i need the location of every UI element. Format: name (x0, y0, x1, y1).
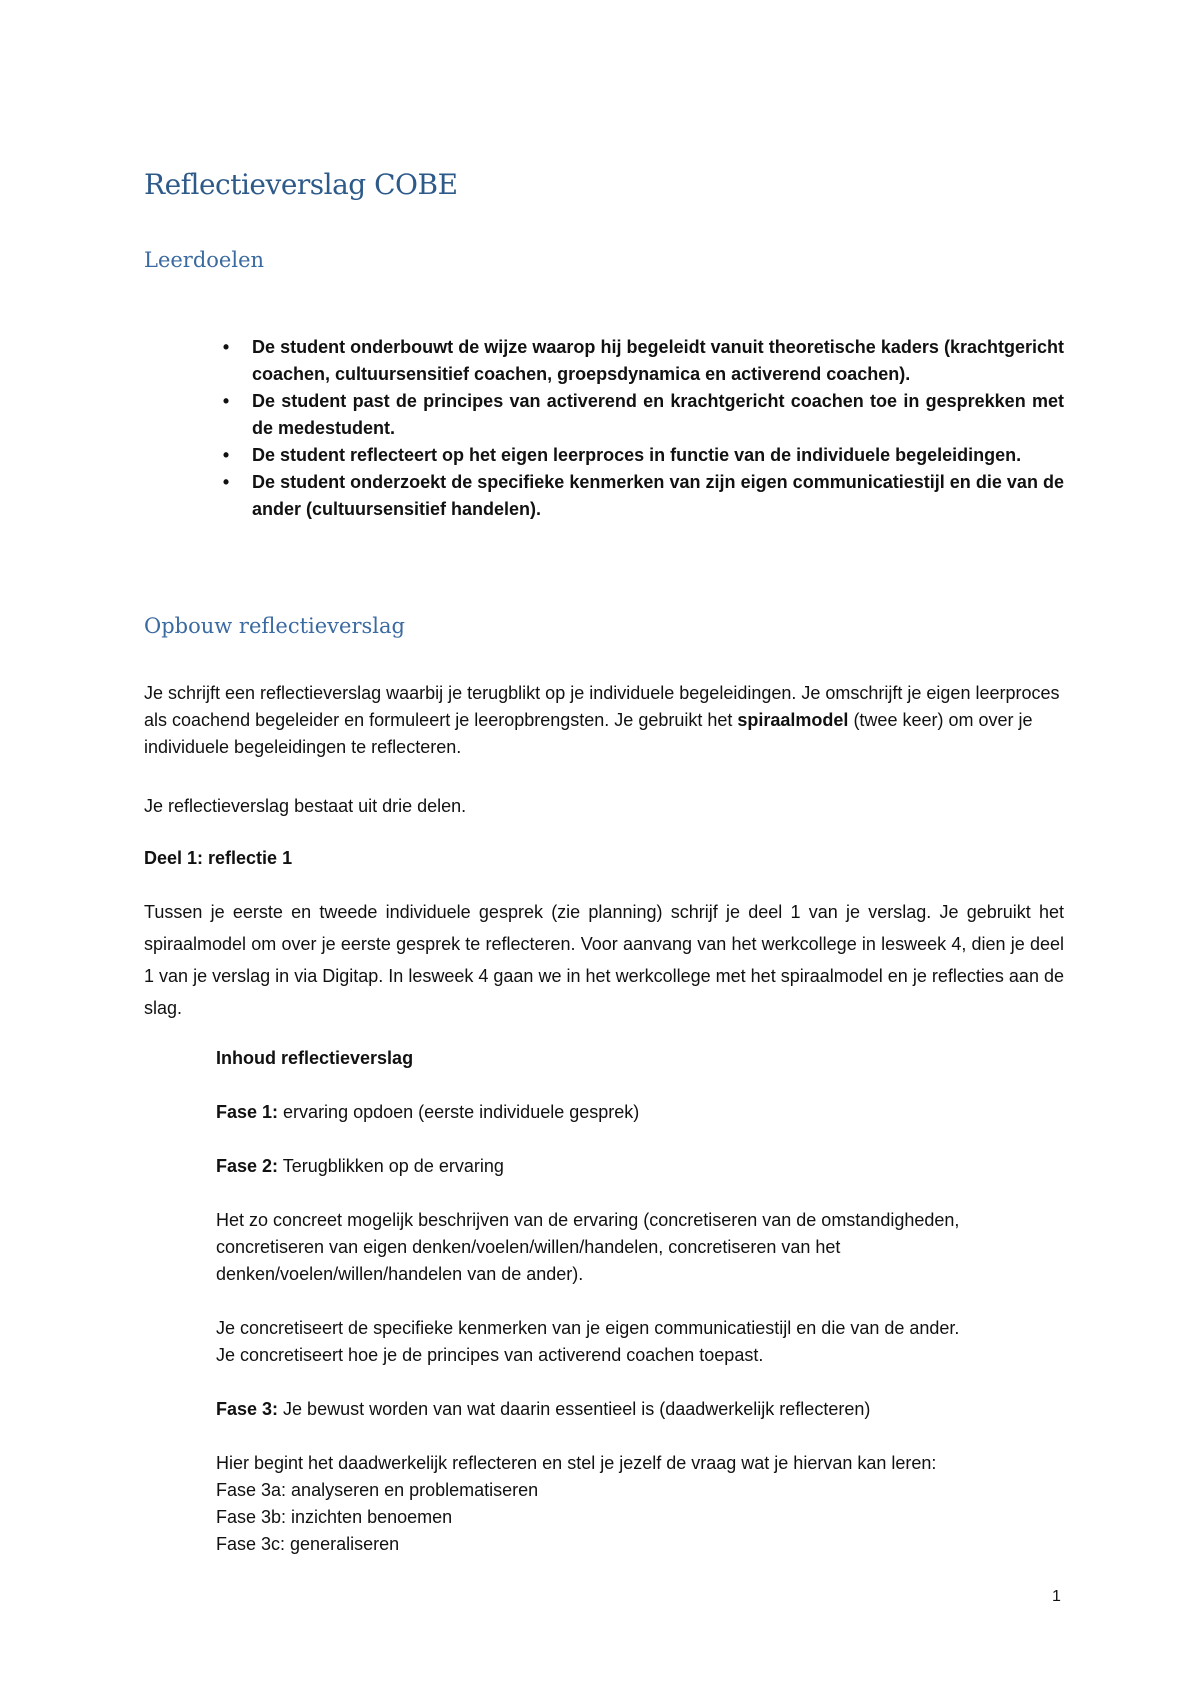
bullet-icon: • (222, 445, 230, 465)
intro-text-part2: (twee keer) om over je individuele begeleidingen te reflecteren. (144, 710, 1033, 757)
list-item (216, 388, 1064, 442)
list-item (216, 334, 1064, 388)
deel1-paragraph: Tussen je eerste en tweede individuele gesprek (zie planning) schrijf je deel 1 van je verslag. Je gebruikt het spiraalmodel om over je eerste gesprek te reflecteren. Voor aanvang van het werkcollege in lesweek 4, dien je deel 1 van je verslag in via Digitap. In lesweek 4 gaan we in het werkcollege met het spiraalmodel en je reflecties aan de slag. (144, 902, 1064, 1018)
fase3-sub-item: Fase 3c: generaliseren (216, 1534, 400, 1554)
bullet-icon: • (222, 472, 230, 492)
fase2-label: Fase 2: (216, 1156, 279, 1176)
parts-sentence: Je reflectieverslag bestaat uit drie delen. (144, 796, 467, 816)
deel1-title: Deel 1: reflectie 1 (144, 848, 293, 868)
inhoud-title: Inhoud reflectieverslag (216, 1048, 414, 1068)
fase1-label: Fase 1: (216, 1102, 279, 1122)
fase2-desc2-line2: Je concretiseert hoe je de principes van activerend coachen toepast. (216, 1345, 764, 1365)
list-item (216, 442, 1064, 469)
bullet-icon: • (222, 391, 230, 411)
fase1-line (216, 1099, 1064, 1126)
fase2-line (216, 1153, 1064, 1180)
learning-goals-list (216, 334, 1064, 523)
list-item (216, 469, 1064, 523)
fase3-label: Fase 3: (216, 1399, 279, 1419)
fase3-intro: Hier begint het daadwerkelijk reflecteren en stel je jezelf de vraag wat je hiervan kan leren: (216, 1453, 937, 1473)
fase2-description-2 (216, 1315, 1064, 1369)
section-heading-leerdoelen: Leerdoelen (144, 248, 265, 272)
document-title: Reflectieverslag COBE (144, 168, 458, 201)
fase2-desc2-line1: Je concretiseert de specifieke kenmerken van je eigen communicatiestijl en die van de ander. (216, 1318, 960, 1338)
page-number: 1 (1052, 1588, 1061, 1605)
goal-text: De student reflecteert op het eigen leerproces in functie van de individuele begeleidingen. (252, 445, 1022, 465)
goal-text: De student onderbouwt de wijze waarop hij begeleidt vanuit theoretische kaders (krachtgericht coachen, cultuursensitief coachen, groepsdynamica en activerend coachen). (252, 337, 1064, 384)
fase3-block (216, 1450, 1064, 1558)
intro-text-part1: Je schrijft een reflectieverslag waarbij je terugblikt op je individuele begeleidingen. Je omschrijft je eigen leerproces als coachend begeleider en formuleert je leeropbrengsten. Je gebruikt het (144, 683, 1060, 730)
fase3-line (216, 1396, 1064, 1423)
fase3-text: Je bewust worden van wat daarin essentieel is (daadwerkelijk reflecteren) (278, 1399, 871, 1419)
fase2-description: Het zo concreet mogelijk beschrijven van de ervaring (concretiseren van de omstandigheden, concretiseren van eigen denken/voelen/willen/handelen, concretiseren van het denken/voelen/willen/handelen van de ander). (216, 1210, 960, 1284)
goal-text: De student past de principes van activerend en krachtgericht coachen toe in gesprekken met de medestudent. (252, 391, 1064, 438)
intro-paragraph (144, 680, 1064, 761)
fase2-text: Terugblikken op de ervaring (278, 1156, 504, 1176)
fase3-sub-item: Fase 3a: analyseren en problematiseren (216, 1480, 539, 1500)
goal-text: De student onderzoekt de specifieke kenmerken van zijn eigen communicatiestijl en die van de ander (cultuursensitief handelen). (252, 472, 1064, 519)
fase1-text: ervaring opdoen (eerste individuele gesprek) (278, 1102, 640, 1122)
intro-bold-term: spiraalmodel (737, 710, 849, 730)
section-heading-opbouw: Opbouw reflectieverslag (144, 614, 405, 638)
bullet-icon: • (222, 337, 230, 357)
fase3-sub-item: Fase 3b: inzichten benoemen (216, 1507, 453, 1527)
